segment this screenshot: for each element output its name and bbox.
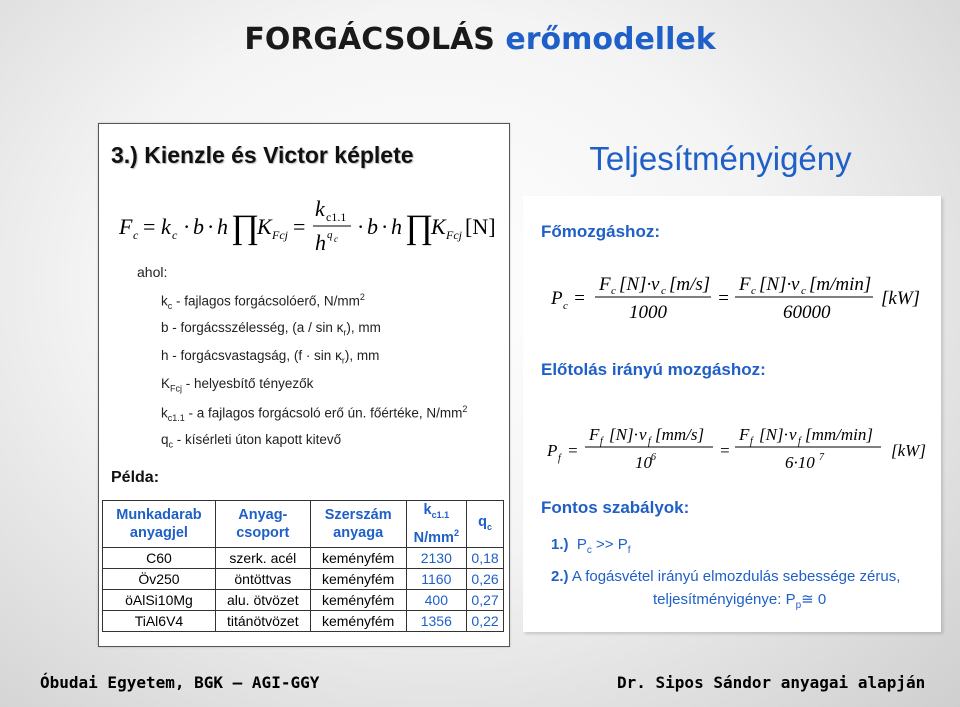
- col-qc: $q_c$: [467, 501, 504, 548]
- svg-text:c: c: [334, 234, 338, 244]
- svg-text:=: =: [143, 214, 156, 239]
- power-title: Teljesítményigény: [589, 140, 852, 177]
- table-cell: 0,27: [467, 590, 504, 611]
- rule-2: [551, 568, 900, 585]
- svg-text:·: ·: [357, 214, 365, 239]
- table-row: [103, 611, 504, 632]
- svg-text:h: h: [391, 214, 402, 239]
- svg-text:c: c: [751, 285, 756, 297]
- rule-1-num: 1.): [551, 536, 569, 553]
- kienzle-heading: 3.) Kienzle és Victor képlete: [111, 142, 414, 168]
- table-cell: 2130: [406, 548, 467, 569]
- svg-text:c: c: [611, 285, 616, 297]
- table-cell: titánötvözet: [215, 611, 310, 632]
- power-panel: [523, 196, 941, 632]
- svg-text:c: c: [133, 228, 139, 242]
- svg-text:[N]: [N]: [465, 214, 496, 239]
- table-header-row: [103, 501, 504, 548]
- table-cell: 0,18: [467, 548, 504, 569]
- title-part2: erőmodellek: [505, 22, 716, 57]
- svg-text:f: f: [600, 436, 603, 447]
- svg-text:=: =: [719, 441, 731, 460]
- table-cell: 0,26: [467, 569, 504, 590]
- svg-text:60000: 60000: [783, 302, 831, 323]
- fontos-label: Fontos szabályok:: [541, 498, 690, 517]
- table-cell: keményfém: [310, 548, 406, 569]
- svg-text:f: f: [750, 436, 753, 447]
- svg-text:v: v: [651, 274, 660, 295]
- footer-left: Óbudai Egyetem, BGK – AGI-GGY: [40, 673, 320, 692]
- svg-text:·: ·: [207, 214, 215, 239]
- svg-text:k: k: [161, 214, 171, 239]
- fomozgas-label: Főmozgáshoz:: [541, 222, 660, 241]
- svg-text:c: c: [172, 228, 178, 242]
- rule-1: [551, 536, 631, 556]
- svg-text:7: 7: [819, 452, 824, 463]
- col-szerszam: Szerszám anyaga: [310, 501, 406, 548]
- svg-text:·: ·: [183, 214, 191, 239]
- svg-text:f: f: [648, 436, 651, 447]
- svg-text:c1.1: c1.1: [326, 210, 347, 224]
- svg-text:F: F: [739, 425, 750, 444]
- kienzle-formula: [119, 182, 499, 255]
- svg-text:=: =: [567, 441, 579, 460]
- svg-text:P: P: [547, 441, 558, 460]
- svg-text:F: F: [599, 274, 611, 295]
- table-cell: öAlSi10Mg: [103, 590, 216, 611]
- pf-formula-svg: [547, 418, 937, 488]
- svg-text:[N]·: [N]·: [759, 425, 788, 444]
- pc-formula-svg: [551, 266, 931, 336]
- table-cell: 1160: [406, 569, 467, 590]
- svg-text:Fcj: Fcj: [272, 228, 288, 242]
- table-cell: keményfém: [310, 611, 406, 632]
- svg-text:F: F: [739, 274, 751, 295]
- svg-text:F: F: [119, 214, 133, 239]
- def-kfcj: $K_{Fcj}$ - helyesbítő tényezők: [161, 376, 314, 394]
- def-kc11: $k_{c1.1}$ - a fajlagos forgácsoló erő ún. főértéke, $N/mm^2$: [161, 404, 468, 424]
- kienzle-formula-svg: [119, 182, 499, 262]
- table-cell: 0,22: [467, 611, 504, 632]
- page-title: [0, 22, 960, 57]
- col-munkadarab: Munkadarab anyagjel: [103, 501, 216, 548]
- svg-text:c: c: [801, 285, 806, 297]
- svg-text:[N]·: [N]·: [619, 274, 652, 295]
- svg-text:∏: ∏: [405, 209, 433, 246]
- svg-text:[m/min]: [m/min]: [809, 274, 872, 295]
- eloto-label: Előtolás irányú mozgáshoz:: [541, 360, 766, 379]
- svg-text:=: =: [573, 288, 586, 309]
- table-cell: C60: [103, 548, 216, 569]
- svg-text:b: b: [367, 214, 378, 239]
- svg-text:v: v: [639, 425, 647, 444]
- col-kc11: $k_{c1.1}$ $N/mm^2$: [406, 501, 467, 548]
- title-part1: FORGÁCSOLÁS: [244, 22, 495, 57]
- def-h: h - forgácsvastagság, $(f \cdot \sin \kappa_r)$, mm: [161, 348, 380, 366]
- svg-text:f: f: [798, 436, 801, 447]
- svg-text:K: K: [257, 214, 272, 239]
- svg-text:h: h: [217, 214, 228, 239]
- svg-text:[m/s]: [m/s]: [669, 274, 711, 295]
- def-kc: $k_c$ - fajlagos forgácsolóerő, $N/mm^2$: [161, 292, 365, 312]
- svg-text:v: v: [789, 425, 797, 444]
- svg-text:F: F: [589, 425, 600, 444]
- svg-text:q: q: [327, 229, 333, 241]
- svg-text:h: h: [315, 230, 326, 255]
- ahol-label: ahol:: [137, 264, 168, 280]
- col-anyagcsoport: Anyag- csoport: [215, 501, 310, 548]
- pelda-label: Példa:: [111, 469, 160, 486]
- svg-text:[N]·: [N]·: [759, 274, 792, 295]
- rule-1-text: $P_c >> P_f$: [576, 536, 631, 556]
- svg-text:c: c: [661, 285, 666, 297]
- rule-2-line1: A fogásvétel irányú elmozdulás sebessége zérus,: [571, 568, 901, 585]
- table-cell: Öv250: [103, 569, 216, 590]
- footer-right: Dr. Sipos Sándor anyagai alapján: [617, 673, 926, 692]
- rule-2-line2: teljesítményigénye: $P_p≅$ 0: [653, 591, 827, 611]
- svg-text:∏: ∏: [231, 209, 259, 246]
- table-cell: 400: [406, 590, 467, 611]
- svg-text:6: 6: [651, 452, 656, 463]
- svg-text:P: P: [551, 288, 563, 309]
- table-cell: 1356: [406, 611, 467, 632]
- svg-text:b: b: [193, 214, 204, 239]
- table-row: [103, 590, 504, 611]
- svg-text:K: K: [431, 214, 446, 239]
- svg-text:[kW]: [kW]: [881, 288, 921, 309]
- svg-text:f: f: [558, 453, 561, 464]
- table-row: [103, 548, 504, 569]
- svg-text:[mm/s]: [mm/s]: [655, 425, 705, 444]
- def-qc: $q_c$ - kísérleti úton kapott kitevő: [161, 432, 342, 450]
- pf-formula: [547, 418, 937, 494]
- svg-text:Fcj: Fcj: [446, 228, 462, 242]
- table-cell: szerk. acél: [215, 548, 310, 569]
- svg-text:=: =: [293, 214, 306, 239]
- svg-text:[mm/min]: [mm/min]: [805, 425, 874, 444]
- kienzle-panel: [98, 123, 510, 647]
- table-cell: keményfém: [310, 569, 406, 590]
- table-row: [103, 569, 504, 590]
- table-cell: keményfém: [310, 590, 406, 611]
- pc-formula: [551, 266, 931, 342]
- svg-text:v: v: [791, 274, 800, 295]
- table-body: [103, 548, 504, 632]
- svg-text:[N]·: [N]·: [609, 425, 638, 444]
- svg-text:k: k: [315, 196, 325, 221]
- rule-2-num: 2.): [551, 568, 569, 585]
- def-b: b - forgácsszélesség, $(a / \sin \kappa_r)$, mm: [161, 320, 381, 338]
- table-cell: alu. ötvözet: [215, 590, 310, 611]
- svg-text:10: 10: [635, 453, 652, 472]
- svg-text:·: ·: [381, 214, 389, 239]
- table-cell: öntöttvas: [215, 569, 310, 590]
- svg-text:6·10: 6·10: [785, 453, 815, 472]
- svg-text:c: c: [563, 300, 568, 312]
- material-table: [102, 500, 504, 632]
- table-cell: TiAl6V4: [103, 611, 216, 632]
- svg-text:=: =: [717, 288, 730, 309]
- svg-text:1000: 1000: [629, 302, 667, 323]
- svg-text:[kW]: [kW]: [891, 441, 926, 460]
